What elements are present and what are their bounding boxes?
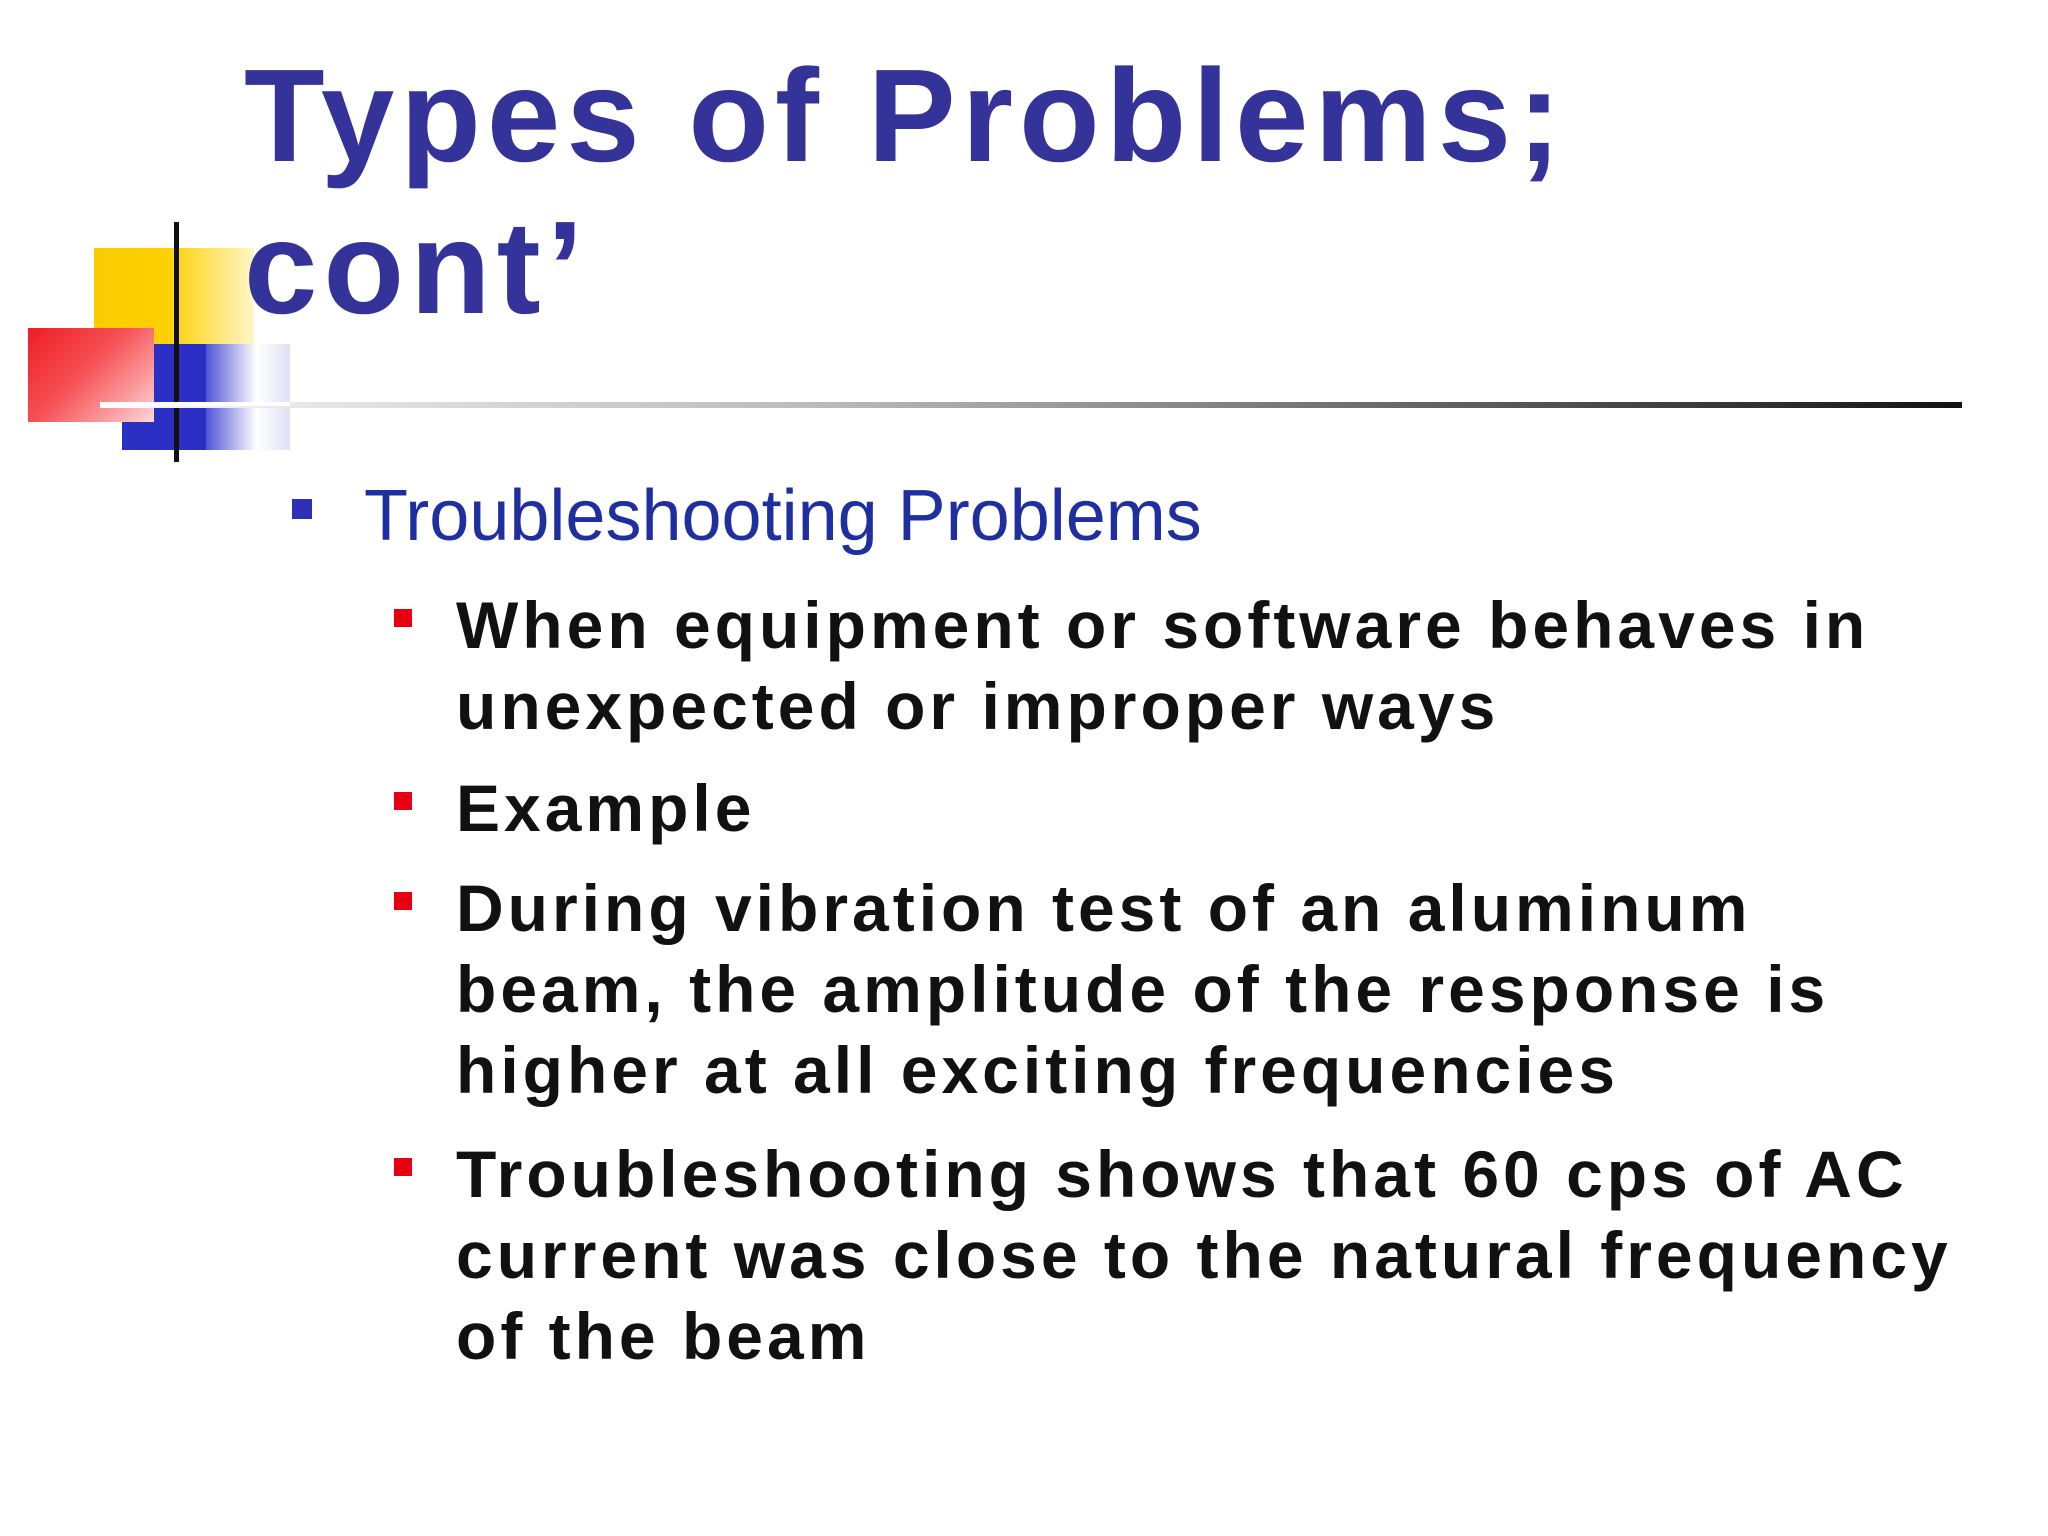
bullet-item-line: Troubleshooting shows that 60 cps of AC	[456, 1137, 1908, 1211]
slide-title	[244, 40, 1944, 344]
bullet-item-line: During vibration test of an aluminum	[456, 871, 1752, 945]
bullet-item-line: beam, the amplitude of the response is	[456, 952, 1830, 1026]
red-square-bullet-icon	[394, 1158, 412, 1176]
slide-title-line-2: cont’	[244, 194, 590, 341]
bullet-item-line: higher at all exciting frequencies	[456, 1033, 1619, 1107]
bullet-item-text	[456, 868, 2016, 1111]
bullet-item-text	[456, 768, 2016, 849]
blue-square-bullet-icon	[292, 499, 312, 519]
red-square-bullet-icon	[394, 892, 412, 910]
bullet-item-text	[456, 585, 2016, 747]
title-underline-divider	[100, 402, 1962, 408]
bullet-level1-text: Troubleshooting Problems	[364, 476, 1202, 556]
red-square-bullet-icon	[394, 792, 412, 810]
bullet-item-line: When equipment or software behaves in	[456, 588, 1870, 662]
red-square-bullet-icon	[394, 609, 412, 627]
logo-vertical-line	[174, 222, 179, 462]
bullet-item-line: current was close to the natural frequency	[456, 1218, 1952, 1292]
bullet-item-text	[456, 1134, 2016, 1377]
bullet-item-line: of the beam	[456, 1299, 871, 1373]
bullet-item-line: unexpected or improper ways	[456, 669, 1500, 743]
bullet-item-line: Example	[456, 771, 756, 845]
logo-white-line	[100, 402, 290, 406]
slide-title-line-1: Types of Problems;	[244, 42, 1568, 189]
